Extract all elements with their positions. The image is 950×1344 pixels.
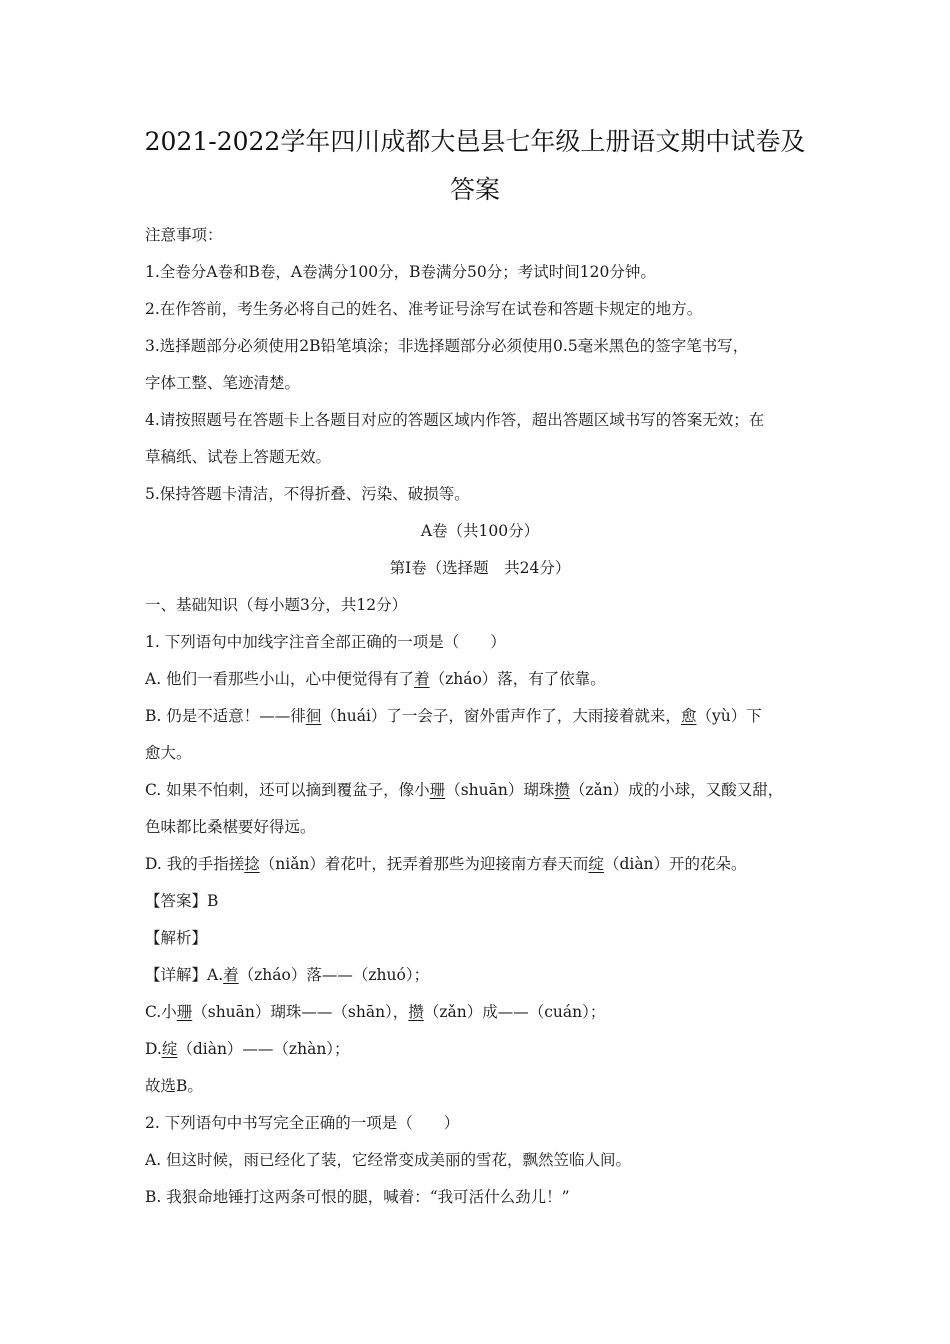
option-b-text-mid: （huái）了一会子，窗外雷声作了，大雨接着就来， <box>321 707 681 725</box>
question-1-detail-a <box>145 964 815 986</box>
option-b-text-end: （yù）下 <box>696 707 762 725</box>
notice-item-5: 5.保持答题卡清洁，不得折叠、污染、破损等。 <box>145 485 470 503</box>
question-2-option-a: A. 但这时候，雨已经化了装，它经常变成美丽的雪花，飘然笠临人间。 <box>145 1151 632 1169</box>
question-1-detail-c <box>145 1001 815 1023</box>
option-d-text-mid: （niǎn）着花叶，抚弄着那些为迎接南方春天而 <box>259 855 589 873</box>
detail-d-text-end: （diàn）——（zhàn）； <box>177 1040 350 1058</box>
underlined-char: 徊 <box>305 707 322 725</box>
detail-d-text: D. <box>145 1040 162 1058</box>
document-title-line-2: 答案 <box>449 175 500 204</box>
document-title-line-1: 2021-2022学年四川成都大邑县七年级上册语文期中试卷及 <box>144 127 806 156</box>
question-1-conclusion: 故选B。 <box>145 1077 203 1095</box>
notice-item-4-line-1: 4.请按照题号在答题卡上各题目对应的答题区域内作答，超出答题区域书写的答案无效；在 <box>145 411 765 429</box>
option-d-text-end: （diàn）开的花朵。 <box>603 855 747 873</box>
section-a-volume: A卷（共100分） <box>420 522 540 540</box>
section-basic-knowledge: 一、基础知识（每小题3分，共12分） <box>145 596 408 614</box>
underlined-char: 着 <box>414 670 430 688</box>
underlined-char: 珊 <box>429 781 446 799</box>
underlined-char: 攒 <box>408 1003 424 1021</box>
underlined-char: 绽 <box>161 1040 178 1058</box>
question-1-option-d <box>145 853 815 875</box>
detail-c-text-end: （zǎn）成——（cuán）； <box>423 1003 606 1021</box>
option-d-text: D. 我的手指搓 <box>145 855 245 873</box>
notice-item-3-line-1: 3.选择题部分必须使用2B铅笔填涂；非选择题部分必须使用0.5毫米黑色的签字笔书写， <box>145 337 749 355</box>
option-c-text: C. 如果不怕刺，还可以摘到覆盆子，像小 <box>145 781 430 799</box>
question-1-detail-d <box>145 1038 815 1060</box>
underlined-char: 捻 <box>244 855 260 873</box>
option-b-text: B. 仍是不适意！——徘 <box>145 707 306 725</box>
detail-c-text-mid: （shuān）瑚珠——（shān）， <box>192 1003 409 1021</box>
notice-item-1: 1.全卷分A卷和B卷，A卷满分100分，B卷满分50分；考试时间120分钟。 <box>145 263 656 281</box>
underlined-char: 攒 <box>554 781 570 799</box>
notice-heading: 注意事项： <box>145 226 223 244</box>
question-1-option-a <box>145 668 815 690</box>
section-part-1: 第Ⅰ卷（选择题 共24分） <box>389 559 571 577</box>
question-1-analysis-heading: 【解析】 <box>145 929 208 947</box>
detail-a-text: 【详解】A. <box>145 966 224 984</box>
option-c-text-end: （zǎn）成的小球，又酸又甜， <box>569 781 784 799</box>
question-2-stem: 2. 下列语句中书写完全正确的一项是（ ） <box>145 1114 460 1132</box>
question-1-answer: 【答案】B <box>145 892 219 910</box>
notice-item-3-line-2: 字体工整、笔迹清楚。 <box>145 374 301 392</box>
notice-item-2: 2.在作答前，考生务必将自己的姓名、准考证号涂写在试卷和答题卡规定的地方。 <box>145 300 703 318</box>
underlined-char: 绽 <box>588 855 604 873</box>
question-1-option-b <box>145 705 815 727</box>
underlined-char: 着 <box>223 966 239 984</box>
question-1-option-b-line-2: 愈大。 <box>145 744 192 762</box>
question-1-option-c-line-2: 色味都比桑椹要好得远。 <box>145 818 316 836</box>
option-a-text: A. 他们一看那些小山，心中便觉得有了 <box>145 670 415 688</box>
option-a-text-end: （zháo）落，有了依靠。 <box>429 670 606 688</box>
question-1-stem: 1. 下列语句中加线字注音全部正确的一项是（ ） <box>145 633 506 651</box>
question-2-option-b: B. 我狠命地锤打这两条可恨的腿，喊着：“我可活什么劲儿！” <box>145 1188 570 1206</box>
notice-item-4-line-2: 草稿纸、试卷上答题无效。 <box>145 448 332 466</box>
question-1-option-c <box>145 779 815 801</box>
underlined-char: 珊 <box>176 1003 193 1021</box>
detail-c-text: C.小 <box>145 1003 177 1021</box>
underlined-char: 愈 <box>680 707 697 725</box>
detail-a-text-end: （zháo）落——（zhuó）； <box>238 966 430 984</box>
option-c-text-mid: （shuān）瑚珠 <box>445 781 555 799</box>
